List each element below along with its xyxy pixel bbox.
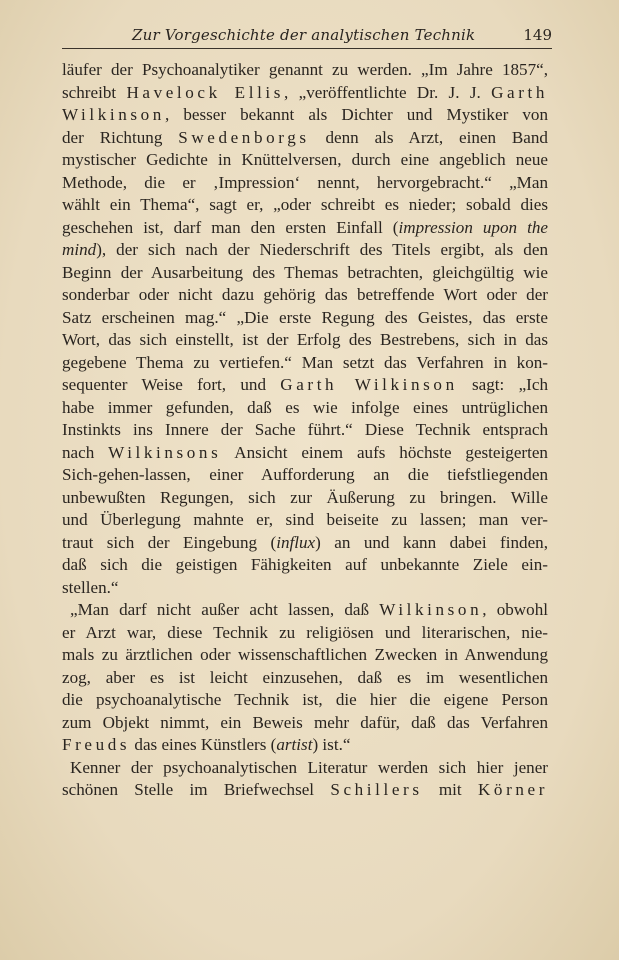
text-line: daß sich die geistigen Fähigkeiten auf unbekannte Ziele ein- <box>62 555 548 574</box>
text-line: die psychoanalytische Technik ist, die hier die eigene Person <box>62 690 548 709</box>
page-header <box>62 24 552 49</box>
text-line: und Überlegung mahnte er, sind beiseite zu lassen; man ver- <box>62 510 548 529</box>
text-line: stellen.“ <box>62 577 119 597</box>
text-line: mind), der sich nach der Niederschrift des Titels ergibt, als den <box>62 240 548 259</box>
text-line: Methode, die er ‚Impression‘ nennt, hervorgebracht.“ „Man <box>62 172 548 192</box>
text-line: Beginn der Ausarbeitung des Themas betrachten, gleichgültig wie <box>62 262 548 282</box>
page-number: 149 <box>523 26 552 44</box>
text-line: habe immer gefunden, daß es wie infolge eines untrüglichen <box>62 397 548 417</box>
text-line: wählt ein Thema“, sagt er, „oder schreibt es nieder; sobald dies <box>62 195 548 214</box>
text-line: Wort, das sich einstellt, ist der Erfolg des Bestrebens, sich in das <box>62 330 548 349</box>
text-line: schönen Stelle im Briefwechsel Schillers mit Körner <box>62 780 548 799</box>
text-line: läufer der Psychoanalytiker genannt zu werden. „Im Jahre 1857“, <box>62 60 548 79</box>
text-line: der Richtung Swedenborgs denn als Arzt, einen Band <box>62 127 548 147</box>
text-line: „Man darf nicht außer acht lassen, daß Wilkinson, obwohl <box>70 600 548 619</box>
text-line: gegebene Thema zu vertiefen.“ Man setzt das Verfahren in kon- <box>62 352 548 372</box>
text-line: schreibt Havelock Ellis, „veröffentlichte Dr. J. J. Garth <box>62 82 549 102</box>
running-title: Zur Vorgeschichte der analytischen Technik <box>132 26 476 44</box>
text-line: zum Objekt nimmt, ein Beweis mehr dafür, daß das Verfahren <box>62 712 548 732</box>
text-line: sonderbar oder nicht dazu gehörig das betreffende Wort oder der <box>62 285 548 304</box>
text-line: Satz erscheinen mag.“ „Die erste Regung des Geistes, das erste <box>62 307 548 327</box>
text-line: er Arzt war, diese Technik zu religiösen und literarischen, nie- <box>62 622 548 642</box>
text-line: Wilkinson, besser bekannt als Dichter und Mystiker von <box>62 105 548 124</box>
text-line: zog, aber es ist leicht einzusehen, daß es im wesentlichen <box>62 667 548 687</box>
text-line: mystischer Gedichte in Knüttelversen, durch eine angeblich neue <box>62 150 548 169</box>
text-line: Kenner der psychoanalytischen Literatur werden sich hier jener <box>70 757 548 777</box>
text-line: mals zu ärztlichen oder wissenschaftlichen Zwecken in Anwendung <box>62 645 548 664</box>
text-line: unbewußten Regungen, sich zur Äußerung zu bringen. Wille <box>62 487 548 507</box>
text-line: Instinkts ins Innere der Sache führt.“ Diese Technik entsprach <box>62 420 548 439</box>
text-line: Sich-gehen-lassen, einer Aufforderung an die tiefstliegenden <box>62 465 548 484</box>
text-line: geschehen ist, darf man den ersten Einfall (impression upon the <box>62 217 548 237</box>
text-line: nach Wilkinsons Ansicht einem aufs höchste gesteigerten <box>62 442 548 462</box>
text-line: Freuds das eines Künstlers (artist) ist.“ <box>62 735 351 754</box>
text-line: sequenter Weise fort, und Garth Wilkinson sagt: „Ich <box>62 375 548 394</box>
text-line: traut sich der Eingebung (influx) an und kann dabei finden, <box>62 532 548 552</box>
body-text <box>62 59 548 802</box>
